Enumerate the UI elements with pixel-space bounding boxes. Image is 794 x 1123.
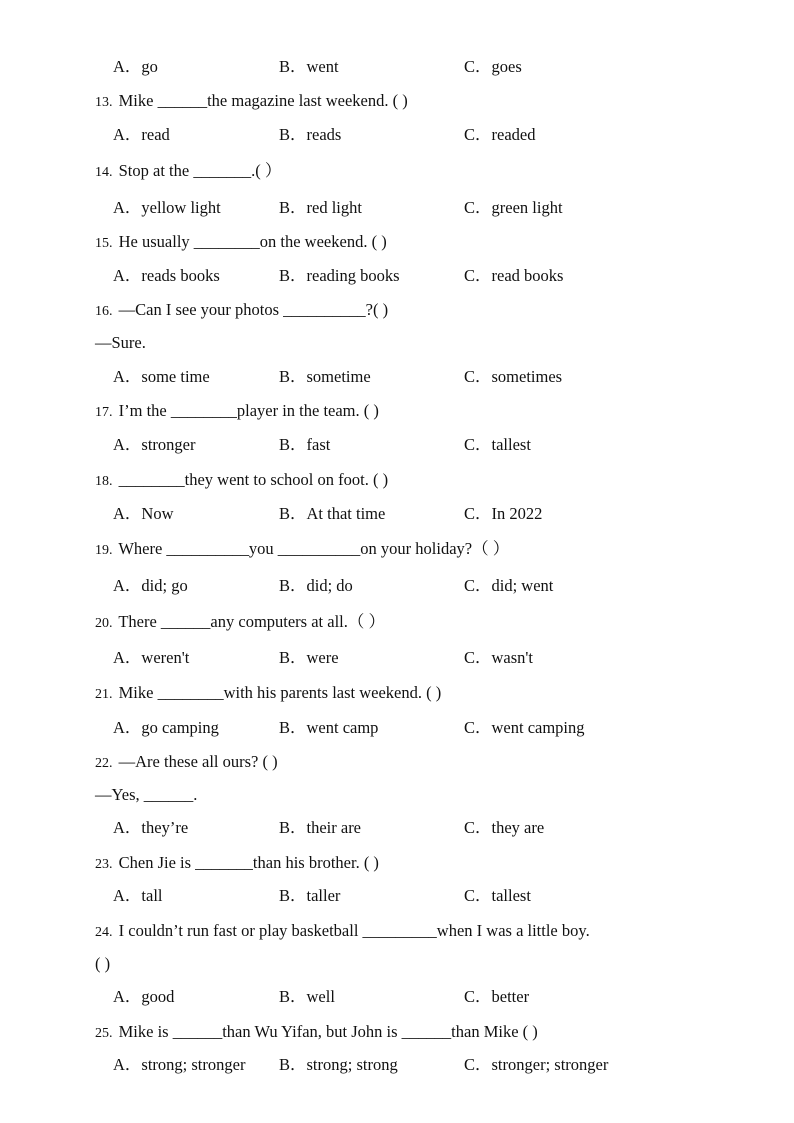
question-text: Mike is ______than Wu Yifan, but John is ______than Mike ( ) <box>114 1022 538 1041</box>
option-c: C．goes <box>464 57 522 76</box>
option-a: A．read <box>113 125 170 144</box>
question-text: —Are these all ours? ( ) <box>114 752 278 771</box>
question-text: There ______any computers at all.（ ） <box>114 612 386 631</box>
option-b: B．reads <box>279 125 342 144</box>
question-number: 25. <box>95 1026 113 1041</box>
option-a: A．strong; stronger <box>113 1055 246 1074</box>
question-number: 23. <box>95 857 113 872</box>
question-text: Stop at the _______.( ） <box>114 161 282 180</box>
question-text: I couldn’t run fast or play basketball _________when I was a little boy. <box>114 921 590 940</box>
question <box>95 1022 538 1044</box>
question-text: Mike ________with his parents last weekend. ( ) <box>114 683 442 702</box>
option-b: B．red light <box>279 198 362 217</box>
question <box>95 683 441 705</box>
option-c: C．better <box>464 987 530 1006</box>
question-text: ________they went to school on foot. ( ) <box>114 470 389 489</box>
option-b: B．did; do <box>279 576 353 595</box>
option-a: A．weren't <box>113 648 190 667</box>
option-b: B．strong; strong <box>279 1055 398 1074</box>
option-b: B．well <box>279 987 335 1006</box>
option-c: C．wasn't <box>464 648 533 667</box>
option-a: A．go camping <box>113 718 219 737</box>
option-c: C．stronger; stronger <box>464 1055 609 1074</box>
option-a: A．tall <box>113 886 163 905</box>
option-b: B．were <box>279 648 339 667</box>
question-text: Where __________you __________on your holiday?（ ） <box>114 539 510 558</box>
question-continuation: —Yes, ______. <box>95 785 198 804</box>
question <box>95 401 379 423</box>
option-b: B．fast <box>279 435 331 454</box>
question-text: I’m the ________player in the team. ( ) <box>114 401 379 420</box>
question <box>95 232 387 254</box>
question-number: 14. <box>95 165 113 180</box>
question-number: 15. <box>95 236 113 251</box>
option-a: A．some time <box>113 367 210 386</box>
option-a: A．did; go <box>113 576 188 595</box>
question-number: 16. <box>95 304 113 319</box>
option-a: A．stronger <box>113 435 196 454</box>
option-c: C．tallest <box>464 886 531 905</box>
option-c: C．In 2022 <box>464 504 543 523</box>
option-a: A．Now <box>113 504 174 523</box>
option-b: B．their are <box>279 818 362 837</box>
question-number: 20. <box>95 616 113 631</box>
option-a: A．reads books <box>113 266 220 285</box>
option-c: C．read books <box>464 266 564 285</box>
option-b: B．went camp <box>279 718 379 737</box>
question-number: 19. <box>95 543 113 558</box>
option-a: A．they’re <box>113 818 189 837</box>
option-c: C．sometimes <box>464 367 563 386</box>
option-c: C．green light <box>464 198 563 217</box>
question <box>95 752 278 774</box>
question-continuation: ( ) <box>95 954 111 973</box>
option-a: A．go <box>113 57 158 76</box>
question-number: 13. <box>95 95 113 110</box>
option-c: C．readed <box>464 125 536 144</box>
question-number: 21. <box>95 687 113 702</box>
option-c: C．did; went <box>464 576 554 595</box>
question <box>95 921 590 943</box>
question <box>95 161 281 183</box>
option-b: B．reading books <box>279 266 400 285</box>
option-a: A．good <box>113 987 175 1006</box>
option-b: B．taller <box>279 886 341 905</box>
option-c: C．went camping <box>464 718 585 737</box>
option-c: C．tallest <box>464 435 531 454</box>
question-text: —Can I see your photos __________?( ) <box>114 300 389 319</box>
question-text: He usually ________on the weekend. ( ) <box>114 232 387 251</box>
question-text: Chen Jie is _______than his brother. ( ) <box>114 853 379 872</box>
question-number: 22. <box>95 756 113 771</box>
question-number: 18. <box>95 474 113 489</box>
question <box>95 300 388 322</box>
option-b: B．went <box>279 57 339 76</box>
question-text: Mike ______the magazine last weekend. ( ) <box>114 91 408 110</box>
question-continuation: —Sure. <box>95 333 146 352</box>
question-number: 17. <box>95 405 113 420</box>
question <box>95 539 509 561</box>
option-b: B．sometime <box>279 367 371 386</box>
option-c: C．they are <box>464 818 545 837</box>
question <box>95 470 388 492</box>
option-a: A．yellow light <box>113 198 221 217</box>
question <box>95 612 385 634</box>
question-number: 24. <box>95 925 113 940</box>
question <box>95 853 379 875</box>
option-b: B．At that time <box>279 504 386 523</box>
question <box>95 91 408 113</box>
